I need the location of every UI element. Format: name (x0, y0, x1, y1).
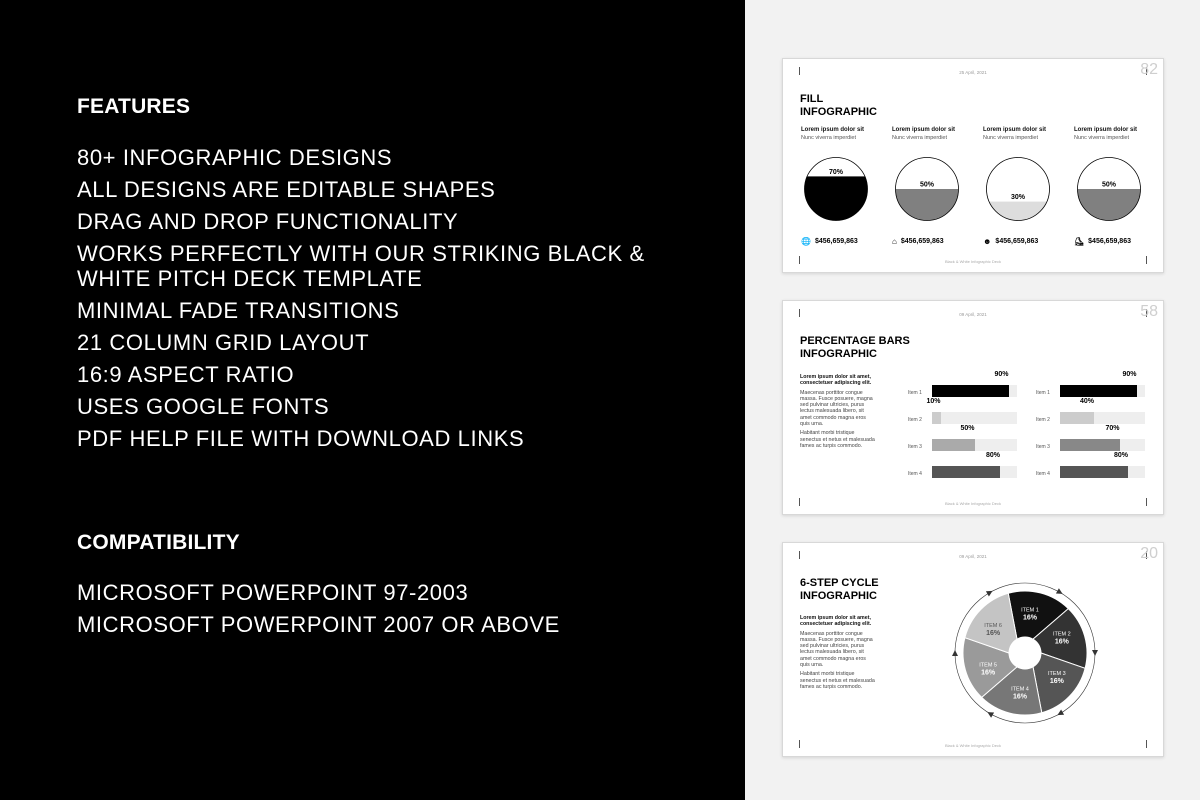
body-paragraph: Habitant morbi tristique senectus et netus et malesuada fames ac turpis commodo. (800, 430, 875, 449)
fill-column-subheading: Nunc viverra imperdiet (1074, 135, 1130, 141)
fill-level (804, 176, 868, 220)
skate-icon: ⛸ (1074, 237, 1085, 246)
bar-track (1060, 385, 1145, 397)
bar-row (1036, 425, 1156, 451)
bar-fill (1060, 439, 1120, 451)
cycle-arrow-icon (987, 712, 994, 718)
bar-row (908, 452, 1028, 478)
feature-item: PDF HELP FILE WITH DOWNLOAD LINKS (77, 426, 525, 451)
bar-percent-label: 80% (986, 452, 1001, 459)
fill-amount-value: $456,659,863 (814, 238, 858, 245)
fill-percent-label: 30% (1010, 194, 1026, 202)
cycle-arrow-icon (1056, 588, 1063, 594)
fill-percent-label: 50% (1101, 181, 1117, 189)
bar-row (1036, 371, 1156, 397)
fill-amount (892, 237, 944, 246)
brain-icon: ☻ (983, 237, 992, 246)
slide-title-line: PERCENTAGE BARS (800, 335, 910, 347)
home-icon: ⌂ (892, 237, 897, 246)
bar-label: Item 3 (1036, 444, 1050, 450)
bar-percent-label: 10% (926, 398, 941, 405)
slide-title-line: 6-STEP CYCLE (800, 577, 879, 589)
slide-date: 09 April, 2021 (959, 554, 987, 559)
bar-percent-label: 70% (1105, 425, 1120, 432)
bar-percent-label: 90% (994, 371, 1009, 378)
cycle-segment-label: ITEM 1 (1021, 607, 1039, 614)
cycle-segment-label: ITEM 2 (1052, 631, 1071, 638)
slide-number: 58 (1140, 303, 1158, 320)
feature-item: MINIMAL FADE TRANSITIONS (77, 298, 400, 323)
globe-icon: 🌐 (801, 237, 811, 246)
features-title: FEATURES (77, 95, 191, 118)
body-lead: Lorem ipsum dolor sit amet, consectetuer adipiscing elit. (800, 615, 872, 628)
bar-fill (1060, 466, 1128, 478)
bar-track (1060, 439, 1145, 451)
body-paragraph: Habitant morbi tristique senectus et netus et malesuada fames ac turpis commodo. (800, 671, 875, 690)
fill-amount-value: $456,659,863 (900, 238, 944, 245)
cycle-arrow-icon (1057, 710, 1064, 716)
slide-title-line: FILL (800, 93, 824, 105)
fill-percent-label: 70% (828, 168, 844, 176)
feature-item: USES GOOGLE FONTS (77, 394, 330, 419)
slide-date: 25 April, 2021 (959, 70, 987, 75)
features-list (77, 145, 717, 458)
cycle-segment-value: 16% (1049, 678, 1064, 686)
slide-date: 09 April, 2021 (959, 312, 987, 317)
slide-number: 20 (1140, 545, 1158, 562)
fill-column (983, 127, 1061, 141)
bar-track (932, 439, 1017, 451)
feature-item: 80+ INFOGRAPHIC DESIGNS (77, 145, 393, 170)
bar-percent-label: 50% (960, 425, 975, 432)
cycle-segment-value: 16% (1054, 638, 1069, 646)
fill-column (801, 127, 879, 141)
fill-circle (1077, 157, 1141, 221)
fill-column (1074, 127, 1152, 141)
fill-percent-label: 50% (919, 181, 935, 189)
slide-cycle-infographic (782, 542, 1164, 757)
bar-track (932, 412, 1017, 424)
fill-amount (801, 237, 858, 246)
bar-label: Item 2 (908, 417, 922, 423)
fill-column-subheading: Nunc viverra imperdiet (801, 135, 857, 141)
slide-title-line: INFOGRAPHIC (800, 106, 877, 118)
slide-footer: Black & White Infographic Deck (944, 259, 1002, 264)
bar-fill (1060, 385, 1137, 397)
compatibility-list (77, 580, 560, 644)
body-lead: Lorem ipsum dolor sit amet, consectetuer adipiscing elit. (800, 374, 872, 387)
slide-corner-mark (1146, 498, 1147, 506)
bar-label: Item 1 (1036, 390, 1050, 396)
feature-item: DRAG AND DROP FUNCTIONALITY (77, 209, 459, 234)
body-paragraph: Maecenas porttitor congue massa. Fusce posuere, magna sed pulvinar ultricies, purus lectus malesuada libero, sit amet commodo magna eros quis urna. (800, 630, 873, 669)
slide-corner-mark (1146, 256, 1147, 264)
fill-amount-value: $456,659,863 (1088, 238, 1131, 245)
bar-row (908, 398, 1028, 424)
bar-row (908, 371, 1028, 397)
bar-fill (932, 412, 941, 424)
fill-column-heading: Lorem ipsum dolor sit (983, 127, 1047, 133)
cycle-segment-value: 16% (986, 629, 1001, 637)
bar-label: Item 4 (908, 471, 922, 477)
fill-level (1077, 189, 1141, 221)
bar-label: Item 3 (908, 444, 922, 450)
slide-fill-infographic (782, 58, 1164, 273)
slide-title (800, 93, 877, 119)
bar-track (1060, 412, 1145, 424)
cycle-segment-label: ITEM 4 (1011, 686, 1029, 693)
fill-column-subheading: Nunc viverra imperdiet (983, 135, 1039, 141)
fill-amount (983, 237, 1038, 246)
bar-fill (932, 439, 975, 451)
fill-circle (804, 157, 868, 221)
slide-body-text (800, 374, 875, 452)
slide-corner-mark (799, 256, 800, 264)
bar-row (1036, 452, 1156, 478)
bar-percent-label: 90% (1122, 371, 1137, 378)
cycle-segment-label: ITEM 6 (984, 622, 1002, 629)
fill-level (895, 189, 959, 221)
fill-column-subheading: Nunc viverra imperdiet (892, 135, 948, 141)
cycle-segment-label: ITEM 5 (979, 662, 998, 669)
compatibility-title: COMPATIBILITY (77, 531, 240, 554)
bar-row (908, 425, 1028, 451)
body-paragraph: Maecenas porttitor congue massa. Fusce posuere, magna sed pulvinar ultricies, purus lectus malesuada libero, sit amet commodo magna eros quis urna. (800, 389, 873, 428)
fill-column-heading: Lorem ipsum dolor sit (892, 127, 956, 133)
slide-corner-mark (1146, 740, 1147, 748)
feature-item: 16:9 ASPECT RATIO (77, 362, 295, 387)
cycle-segment-label: ITEM 3 (1048, 671, 1066, 678)
feature-item: 21 COLUMN GRID LAYOUT (77, 330, 370, 355)
slide-title-line: INFOGRAPHIC (800, 348, 877, 360)
bar-fill (1060, 412, 1094, 424)
slide-percentage-bars (782, 300, 1164, 515)
fill-column (892, 127, 970, 141)
fill-circle (895, 157, 959, 221)
slide-footer: Black & White Infographic Deck (944, 501, 1002, 506)
compatibility-item: MICROSOFT POWERPOINT 2007 OR ABOVE (77, 612, 560, 637)
bar-track (932, 466, 1017, 478)
cycle-arrow-icon (1092, 650, 1098, 656)
cycle-arrow-icon (986, 591, 993, 597)
slide-title-line: INFOGRAPHIC (800, 590, 877, 602)
cycle-center (1009, 637, 1041, 669)
bar-label: Item 2 (1036, 417, 1050, 423)
feature-item: WORKS PERFECTLY WITH OUR STRIKING BLACK & WHITE PITCH DECK TEMPLATE (77, 241, 645, 291)
cycle-arrow-icon (952, 650, 958, 656)
feature-item: ALL DESIGNS ARE EDITABLE SHAPES (77, 177, 496, 202)
slide-footer: Black & White Infographic Deck (944, 743, 1002, 748)
bar-label: Item 4 (1036, 471, 1050, 477)
bar-fill (932, 466, 1000, 478)
bar-row (1036, 398, 1156, 424)
compatibility-item: MICROSOFT POWERPOINT 97-2003 (77, 580, 469, 605)
slide-number: 82 (1140, 61, 1158, 78)
slide-corner-mark (799, 740, 800, 748)
slide-corner-mark (799, 498, 800, 506)
fill-amount-value: $456,659,863 (995, 238, 1039, 245)
cycle-segment-value: 16% (981, 669, 996, 677)
fill-column-heading: Lorem ipsum dolor sit (1074, 127, 1138, 133)
fill-column-heading: Lorem ipsum dolor sit (801, 127, 865, 133)
bar-percent-label: 80% (1114, 452, 1129, 459)
bar-fill (932, 385, 1009, 397)
slide-title (800, 335, 910, 361)
fill-circle (986, 157, 1050, 221)
bar-track (1060, 466, 1145, 478)
fill-amount (1074, 237, 1131, 246)
bar-label: Item 1 (908, 390, 922, 396)
bar-percent-label: 40% (1080, 398, 1095, 405)
cycle-diagram (783, 543, 1164, 757)
cycle-segment-value: 16% (1022, 614, 1037, 622)
cycle-segment-value: 16% (1013, 693, 1028, 701)
bar-track (932, 385, 1017, 397)
